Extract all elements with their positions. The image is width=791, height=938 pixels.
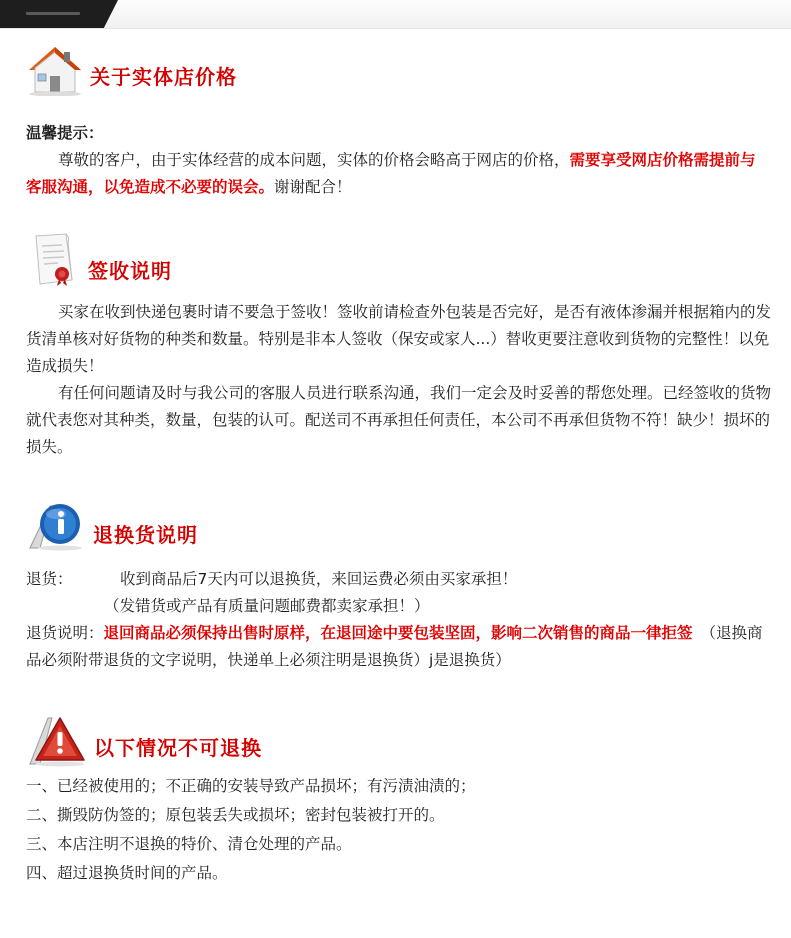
explain-normal-text: （退换商品必须附带退货的文字说明，快递单上必须注明是退换货）j是退换货） [26,624,763,669]
tip-red-text: 需要享受网店价格需提前与客服沟通，以免造成不必要的误会。 [26,151,756,196]
receipt-block [26,299,774,461]
tip-normal-text: 尊敬的客户，由于实体经营的成本问题，实体的价格会略高于网店的价格， [58,151,570,169]
section-title-store-price: 关于实体店价格 [90,65,237,89]
explain-red-text: 退回商品必须保持出售时原样，在退回途中要包装坚固，影响二次销售的商品一律拒签 [103,624,693,642]
house-icon [26,44,84,100]
receipt-paragraph-1: 买家在收到快递包裹时请不要急于签收！签收前请检查外包装是否完好，是否有液体渗漏并根据箱内的发货清单核对好货物的种类和数量。特别是非本人签收（保安或家人...）替收更要注意收到货物的完整性！以免造成损失！ [26,303,772,375]
return-explain [26,620,774,674]
no-return-item: 二、撕毁防伪签的；原包装丢失或损坏；密封包装被打开的。 [26,806,445,824]
no-return-item: 四、超过退换货时间的产品。 [26,864,228,882]
return-label: 退货： [26,570,73,588]
return-text: 收到商品后7天内可以退换货，来回运费必须由买家承担！ [120,570,518,588]
return-line [26,566,774,593]
no-return-item: 三、本店注明不退换的特价、清仓处理的产品。 [26,835,352,853]
info-icon [26,500,86,556]
receipt-paragraph-2: 有任何问题请及时与我公司的客服人员进行联系沟通，我们一定会及时妥善的帮您处理。已经签收的货物就代表您对其种类，数量，包装的认可。配送司不再承担任何责任，本公司不再承但货物不符！缺少！损坏的损失。 [26,384,772,456]
no-return-list [26,772,774,888]
no-return-item: 一、已经被使用的；不正确的安装导致产品损坏；有污渍油渍的； [26,777,476,795]
warning-icon [24,712,86,772]
explain-label: 退货说明： [26,624,104,642]
top-banner [0,0,791,29]
return-note: （发错货或产品有质量问题邮费都卖家承担！） [104,597,430,615]
section-title-receipt: 签收说明 [88,259,172,283]
returns-block [26,566,774,674]
tip-label: 温馨提示： [26,124,104,142]
tip-paragraph [26,147,771,201]
tip-block [26,120,771,201]
banner-dark-tab [0,0,118,28]
section-title-no-return: 以下情况不可退换 [94,736,262,760]
tip-end-text: 谢谢配合！ [274,178,352,196]
document-seal-icon [26,232,82,292]
section-title-returns: 退换货说明 [93,523,198,547]
